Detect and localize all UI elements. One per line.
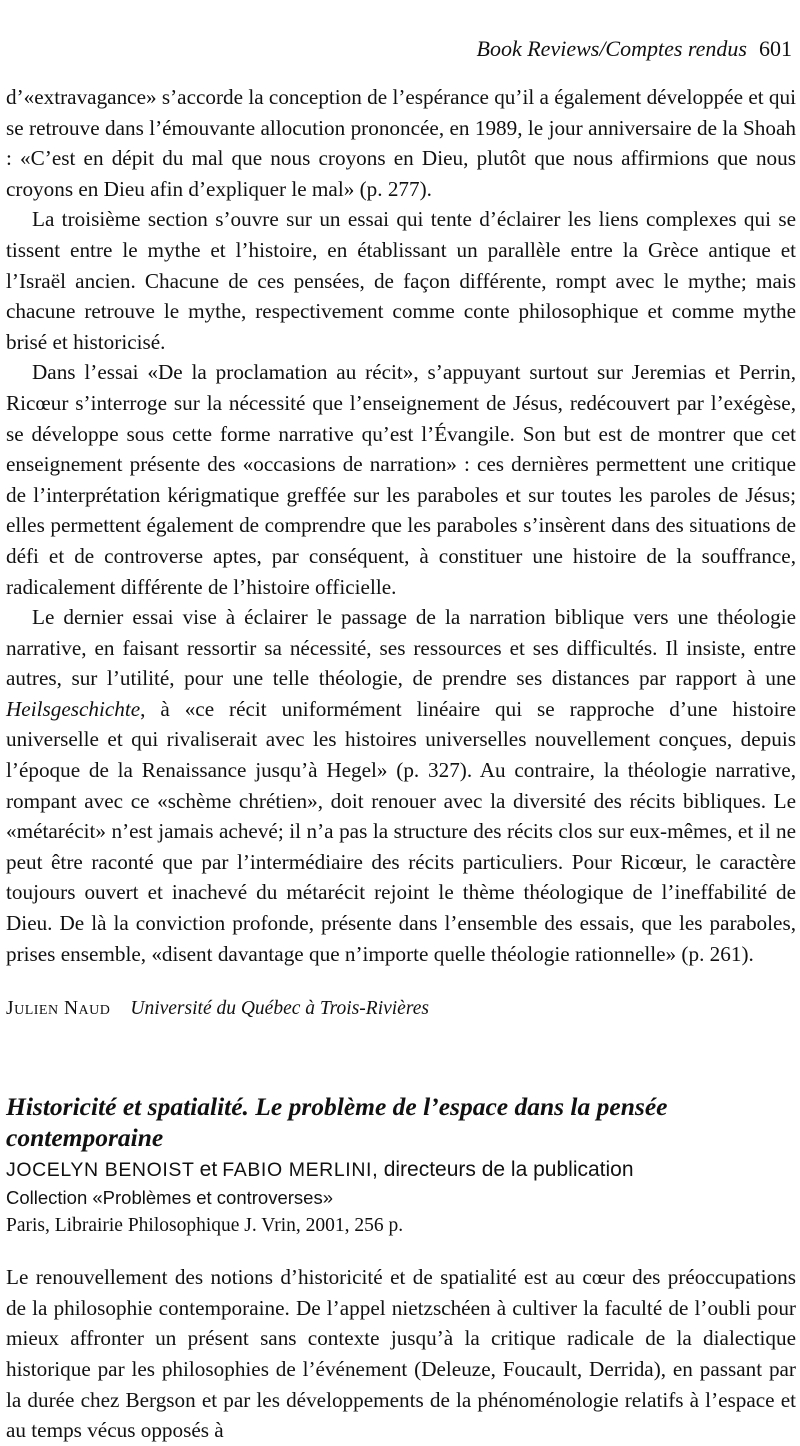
review1-p4-text-b: , à «ce récit uniformément linéaire qui se rapproche d’une histoire universelle et qui rivaliserait avec les histoires universelles nouvellement conçues, depuis l’époque de la Renaissance jusqu’à Hegel» (p. 327). Au contraire, la théologie narrative, rompant avec ce «schème chrétien», doit renouer avec la diversité des récits bibliques. Le «métarécit» n’est jamais achevé; il n’a pas la structure des récits clos sur eux-mêmes, et il ne peut être raconté que par l’intermédiaire des récits particuliers. Pour Ricœur, le caractère toujours ouvert et inachevé du métarécit rejoint le thème théologique de l’ineffabilité de Dieu. De là la conviction profonde, présente dans l’ensemble des essais, que les paraboles, prises ensemble, «disent davantage que n’importe quelle théologie rationnelle» (p. 261).	[6, 696, 796, 966]
book-authors-role: , directeurs de la publication	[372, 1158, 634, 1182]
reviewer-affiliation: Université du Québec à Trois-Rivières	[130, 998, 429, 1020]
book-collection: Collection «Problèmes et controverses»	[6, 1187, 333, 1209]
reviewer-name: Julien Naud	[6, 998, 111, 1020]
page-number: 601	[759, 36, 792, 61]
book-publication-info: Paris, Librairie Philosophique J. Vrin, 2001, 256 p.	[6, 1215, 404, 1237]
book-authors-joiner: et	[199, 1158, 218, 1182]
book-authors-line	[6, 1156, 796, 1184]
book-author-1: JOCELYN BENOIST	[6, 1159, 195, 1182]
review1-p4-text-a: Le dernier essai vise à éclairer le passage de la narration biblique vers une théologie narrative, en faisant ressortir sa nécessité, ses ressources et ses difficultés. Il insiste, entre autres, sur l’utilité, pour une telle théologie, de prendre ses distances par rapport à une	[6, 605, 796, 691]
review1-paragraph-1: d’«extravagance» s’accorde la conception de l’espérance qu’il a également développée et qui se retrouve dans l’émouvante allocution prononcée, en 1989, le jour anniversaire de la Shoah : «C’est en dépit du mal que nous croyons en Dieu, plutôt que nous affirmions que nous croyons en Dieu afin d’expliquer le mal» (p. 277).	[6, 85, 797, 201]
body-text	[6, 82, 796, 1446]
review1-p4-italic-term: Heilsgeschichte	[6, 696, 141, 721]
review1-paragraph-2: La troisième section s’ouvre sur un essai qui tente d’éclairer les liens complexes qui se tissent entre le mythe et l’histoire, en établissant un parallèle entre la Grèce antique et l’Israël ancien. Chacune de ces pensées, de façon différente, rompt avec le mythe; mais chacune retrouve le mythe, respectivement comme conte philosophique et comme mythe brisé et historicisé.	[6, 207, 796, 354]
running-header	[477, 36, 792, 62]
book-author-2: FABIO MERLINI	[222, 1159, 373, 1182]
book-title: Historicité et spatialité. Le problème de l’espace dans la pensée contemporaine	[6, 1092, 668, 1153]
running-title: Book Reviews/Comptes rendus	[476, 36, 747, 61]
review1-paragraph-4	[6, 602, 796, 969]
book-review-page	[6, 0, 797, 1443]
reviewer-signature	[6, 995, 796, 1023]
book-metadata	[6, 1156, 796, 1240]
review2-paragraph-1: Le renouvellement des notions d’historicité et de spatialité est au cœur des préoccupations de la philosophie contemporaine. De l’appel nietzschéen à cultiver la faculté de l’oubli pour mieux affronter un présent sans contexte jusqu’à la critique radicale de la dialectique historique par les philosophies de l’événement (Deleuze, Foucault, Derrida), en passant par la durée chez Bergson et par les développements de la phénoménologie relatifs à l’espace et au temps vécus opposés à	[6, 1265, 796, 1443]
review1-paragraph-3: Dans l’essai «De la proclamation au récit», s’appuyant surtout sur Jeremias et Perrin, Ricœur s’interroge sur la nécessité que l’enseignement de Jésus, redécouvert par l’exégèse, se développe sous cette forme narrative qu’est l’Évangile. Son but est de montrer que cet enseignement présente des «occasions de narration» : ces dernières permettent une critique de l’interprétation kérigmatique greffée sur les paraboles et sur toutes les paroles de Jésus; elles permettent également de comprendre que les paraboles s’insèrent dans des situations de défi et de controverse aptes, par conséquent, à constituer une histoire de la souffrance, radicalement différente de l’histoire officielle.	[6, 360, 796, 599]
